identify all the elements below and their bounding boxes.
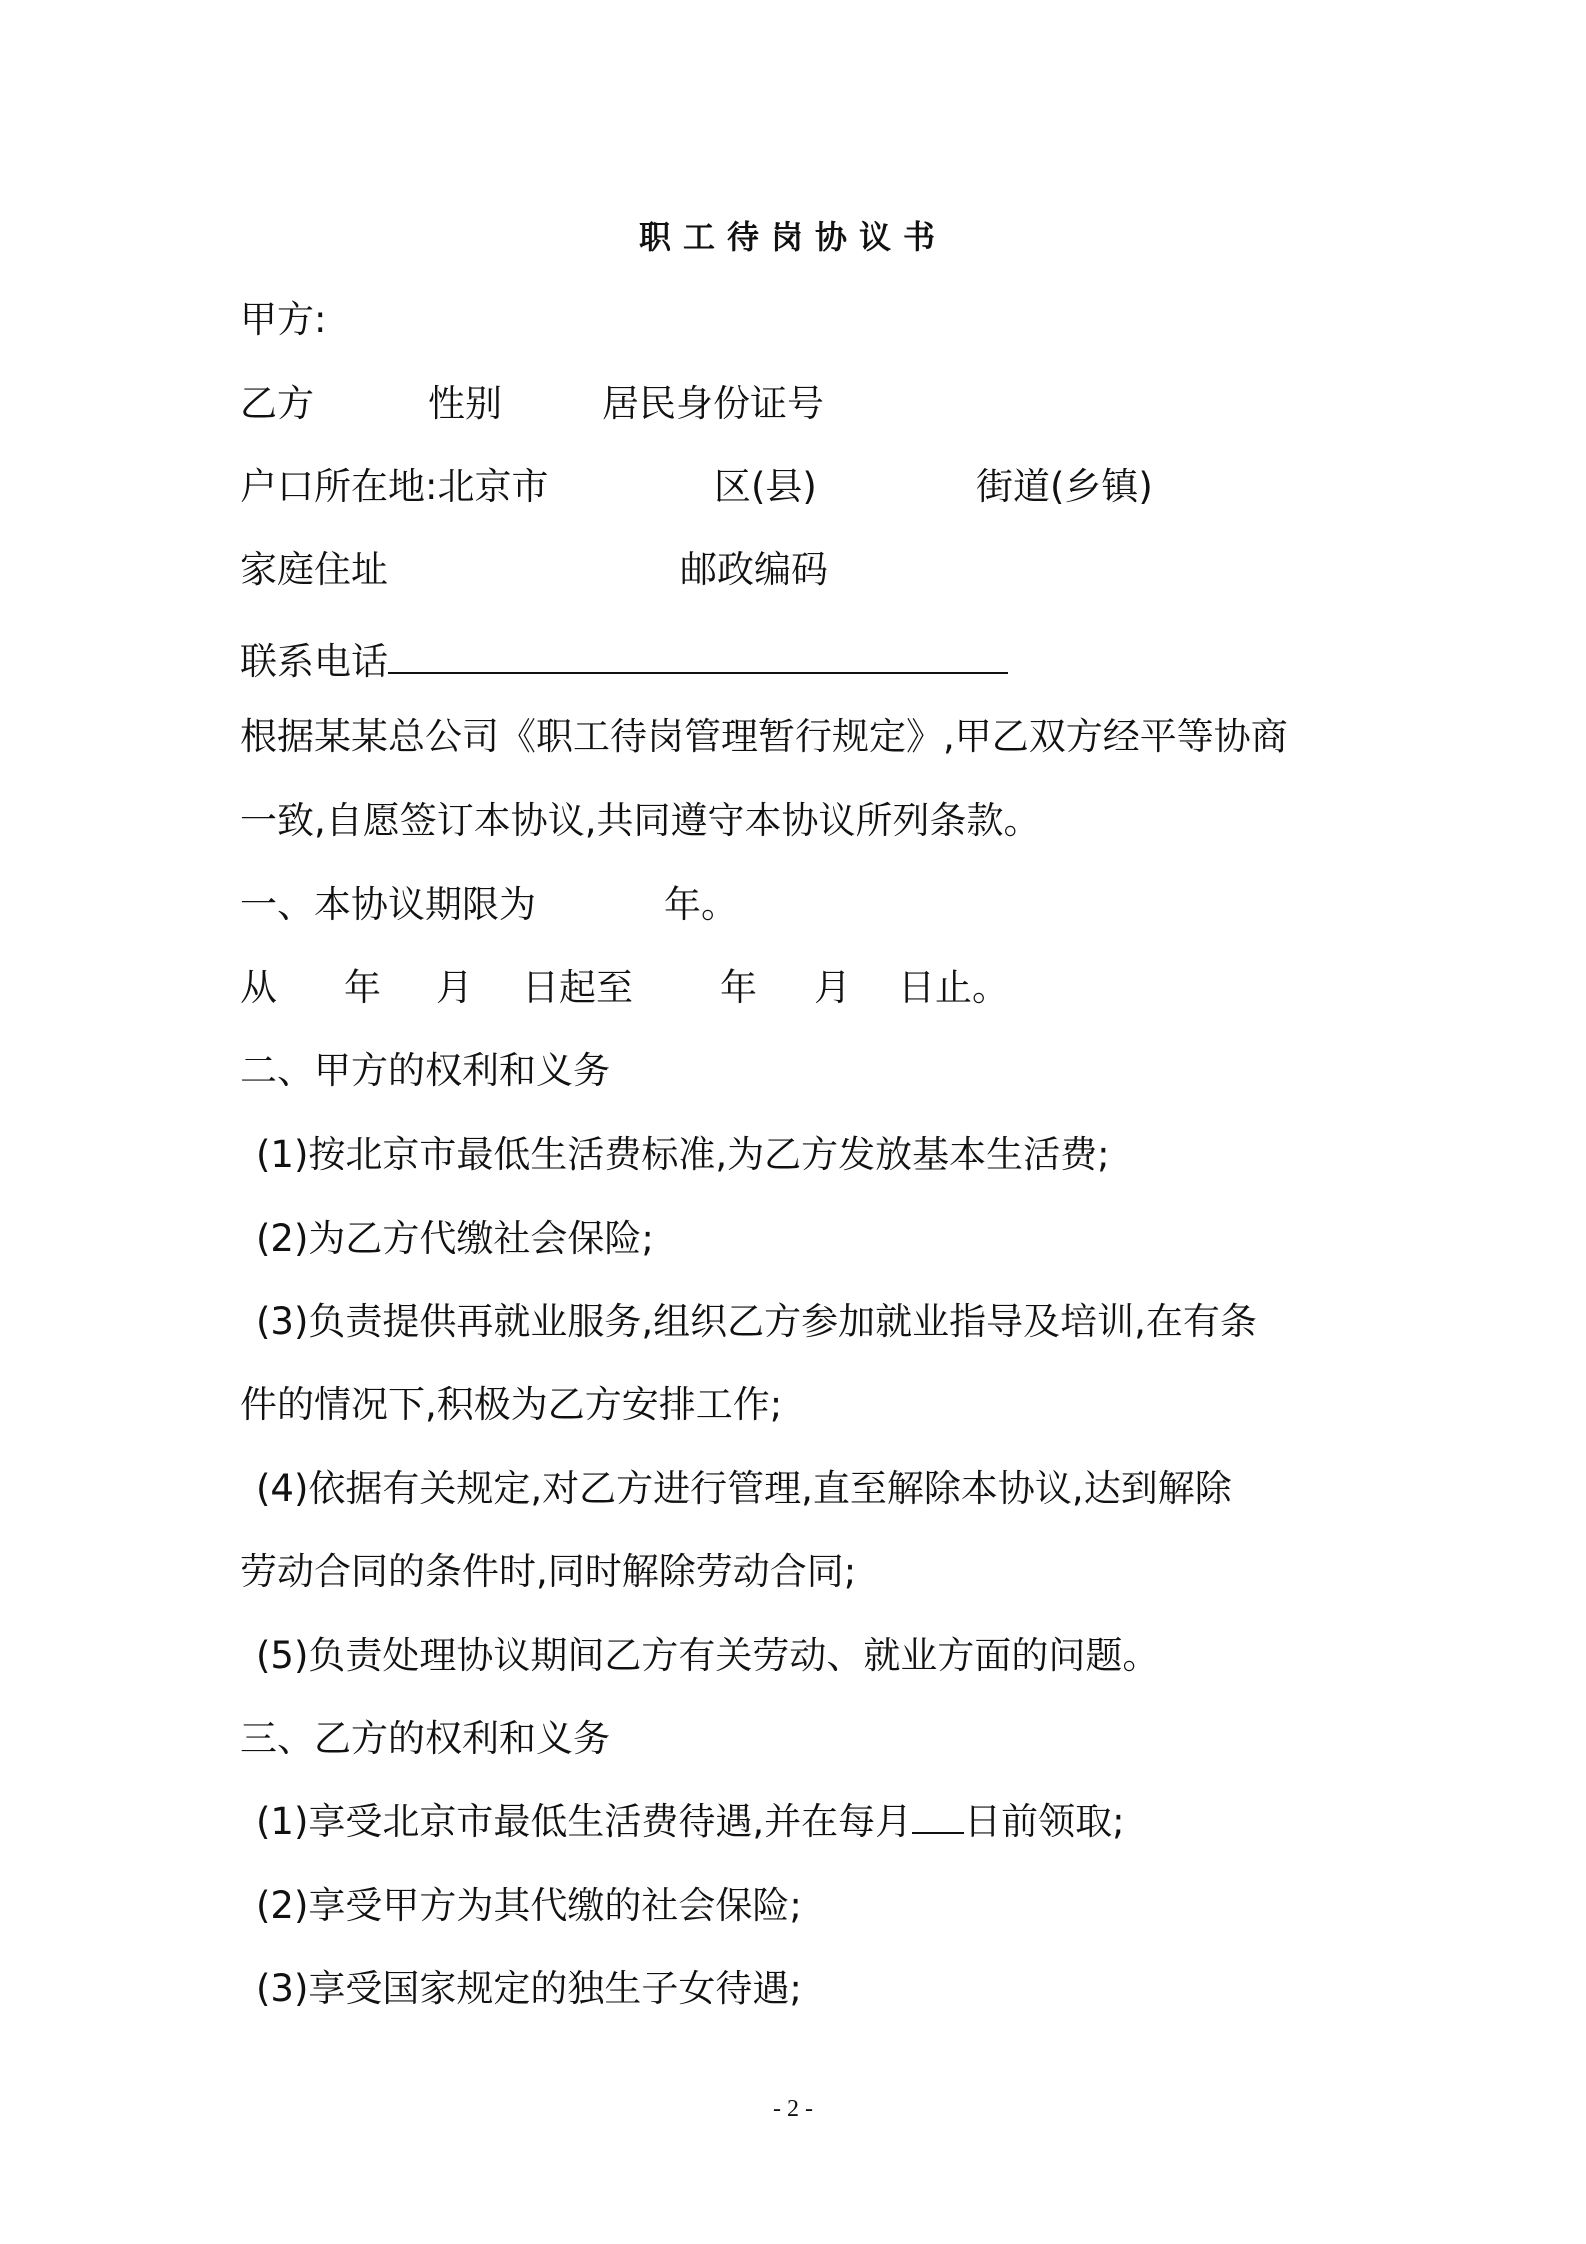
phone-line [240,632,1008,686]
term-day-from: 日起至 [522,966,633,1009]
party-b-label: 乙方 [240,382,314,425]
section-2-item-4: (4)依据有关规定,对乙方进行管理,直至解除本协议,达到解除 [256,1467,1232,1510]
district-label: 区(县) [714,465,817,508]
street-label: 街道(乡镇) [976,465,1153,508]
section-2-heading: 二、甲方的权利和义务 [240,1049,610,1092]
address-line [240,546,1340,594]
section-3-item-1-suffix: 日前领取; [964,1800,1125,1843]
section-3-item-1 [256,1798,1125,1846]
term-line [240,881,1340,929]
party-b-line [240,380,1340,428]
id-number-label: 居民身份证号 [602,382,824,425]
section-2-item-2: (2)为乙方代缴社会保险; [256,1217,654,1260]
term-year-1: 年 [344,966,381,1009]
household-label: 户口所在地:北京市 [240,465,549,508]
section-2-item-3: (3)负责提供再就业服务,组织乙方参加就业指导及培训,在有条 [256,1300,1257,1343]
phone-label: 联系电话 [240,640,388,683]
postcode-label: 邮政编码 [680,548,828,591]
intro-line-1: 根据某某总公司《职工待岗管理暂行规定》,甲乙双方经平等协商 [240,715,1288,758]
document-title: 职工待岗协议书 [638,218,947,256]
term-from: 从 [240,966,277,1009]
term-suffix: 年。 [664,883,738,926]
household-line [240,463,1340,511]
gender-label: 性别 [428,382,502,425]
section-3-item-2: (2)享受甲方为其代缴的社会保险; [256,1884,802,1927]
phone-blank [388,632,1008,674]
page-number: - 2 - [773,2096,813,2122]
section-3-item-1-prefix: (1)享受北京市最低生活费待遇,并在每月 [256,1800,913,1843]
section-2-item-5: (5)负责处理协议期间乙方有关劳动、就业方面的问题。 [256,1634,1160,1677]
section-3-item-3: (3)享受国家规定的独生子女待遇; [256,1967,802,2010]
intro-line-2: 一致,自愿签订本协议,共同遵守本协议所列条款。 [240,799,1041,842]
section-2-item-3-cont: 件的情况下,积极为乙方安排工作; [240,1383,783,1426]
section-2-item-4-cont: 劳动合同的条件时,同时解除劳动合同; [240,1550,857,1593]
party-a-line [240,296,326,344]
day-blank [912,1802,964,1834]
party-a-label: 甲方: [240,298,327,341]
term-dates-line [240,964,1340,1012]
address-label: 家庭住址 [240,548,388,591]
term-month-2: 月 [814,966,851,1009]
term-day-to: 日止。 [898,966,1009,1009]
section-3-heading: 三、乙方的权利和义务 [240,1717,610,1760]
section-2-item-1: (1)按北京市最低生活费标准,为乙方发放基本生活费; [256,1133,1110,1176]
term-prefix: 一、本协议期限为 [240,883,536,926]
term-month-1: 月 [436,966,473,1009]
term-year-2: 年 [720,966,757,1009]
